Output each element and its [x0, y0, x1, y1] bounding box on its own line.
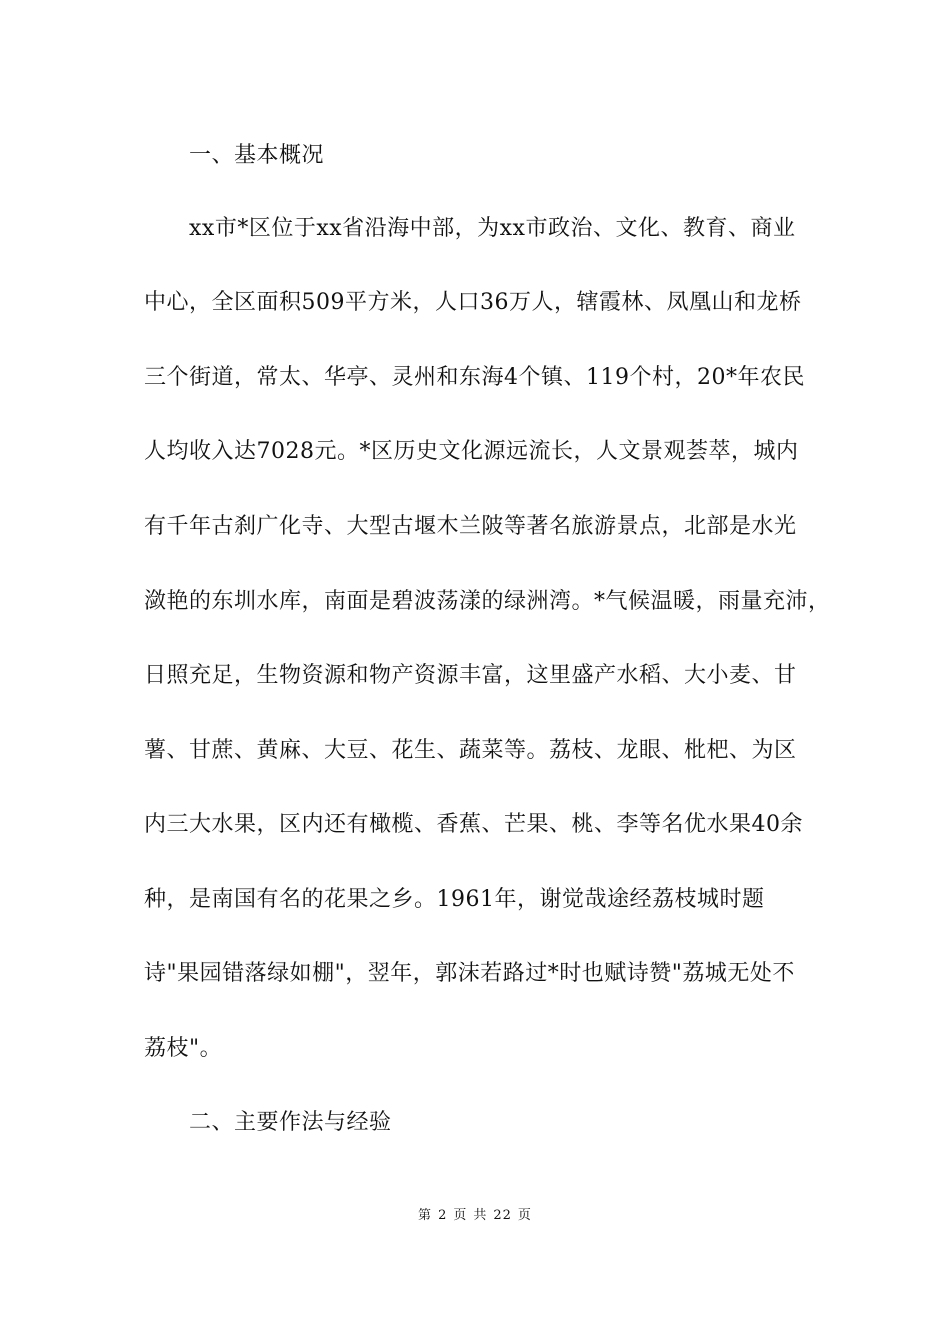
footer-page-number: 2 — [438, 1208, 448, 1223]
footer-middle-1: 页 — [453, 1208, 468, 1223]
paragraph-line-12: 荔枝"。 — [144, 1036, 223, 1061]
paragraph-line-10: 种，是南国有名的花果之乡。1961年，谢觉哉途经荔枝城时题 — [144, 887, 765, 912]
paragraph-line-11: 诗"果园错落绿如棚"，翌年，郭沫若路过*时也赋诗赞"荔城无处不 — [144, 961, 795, 986]
paragraph-line-1: xx市*区位于xx省沿海中部，为xx市政治、文化、教育、商业 — [189, 216, 796, 241]
paragraph-line-9: 内三大水果，区内还有橄榄、香蕉、芒果、桃、李等名优水果40余 — [144, 812, 803, 837]
paragraph-line-3: 三个街道，常太、华亭、灵州和东海4个镇、119个村，20*年农民 — [144, 365, 805, 390]
paragraph-line-2: 中心，全区面积509平方米，人口36万人，辖霞林、凤凰山和龙桥 — [144, 290, 802, 315]
paragraph-line-6: 潋艳的东圳水库，南面是碧波荡漾的绿洲湾。*气候温暖，雨量充沛， — [144, 589, 831, 614]
footer-prefix: 第 — [418, 1208, 433, 1223]
footer-total-pages: 22 — [493, 1208, 512, 1223]
paragraph-line-8: 薯、甘蔗、黄麻、大豆、花生、蔬菜等。荔枝、龙眼、枇杷、为区 — [144, 738, 797, 763]
footer-middle-2: 共 — [473, 1208, 488, 1223]
section-heading-basic-overview: 一、基本概况 — [189, 143, 325, 168]
footer-suffix: 页 — [517, 1208, 532, 1223]
paragraph-line-4: 人均收入达7028元。*区历史文化源远流长，人文景观荟萃，城内 — [144, 439, 799, 464]
paragraph-line-5: 有千年古刹广化寺、大型古堰木兰陂等著名旅游景点，北部是水光 — [144, 514, 797, 539]
page-footer — [0, 1206, 950, 1226]
section-heading-practices: 二、主要作法与经验 — [189, 1110, 392, 1135]
paragraph-line-7: 日照充足，生物资源和物产资源丰富，这里盛产水稻、大小麦、甘 — [144, 663, 797, 688]
